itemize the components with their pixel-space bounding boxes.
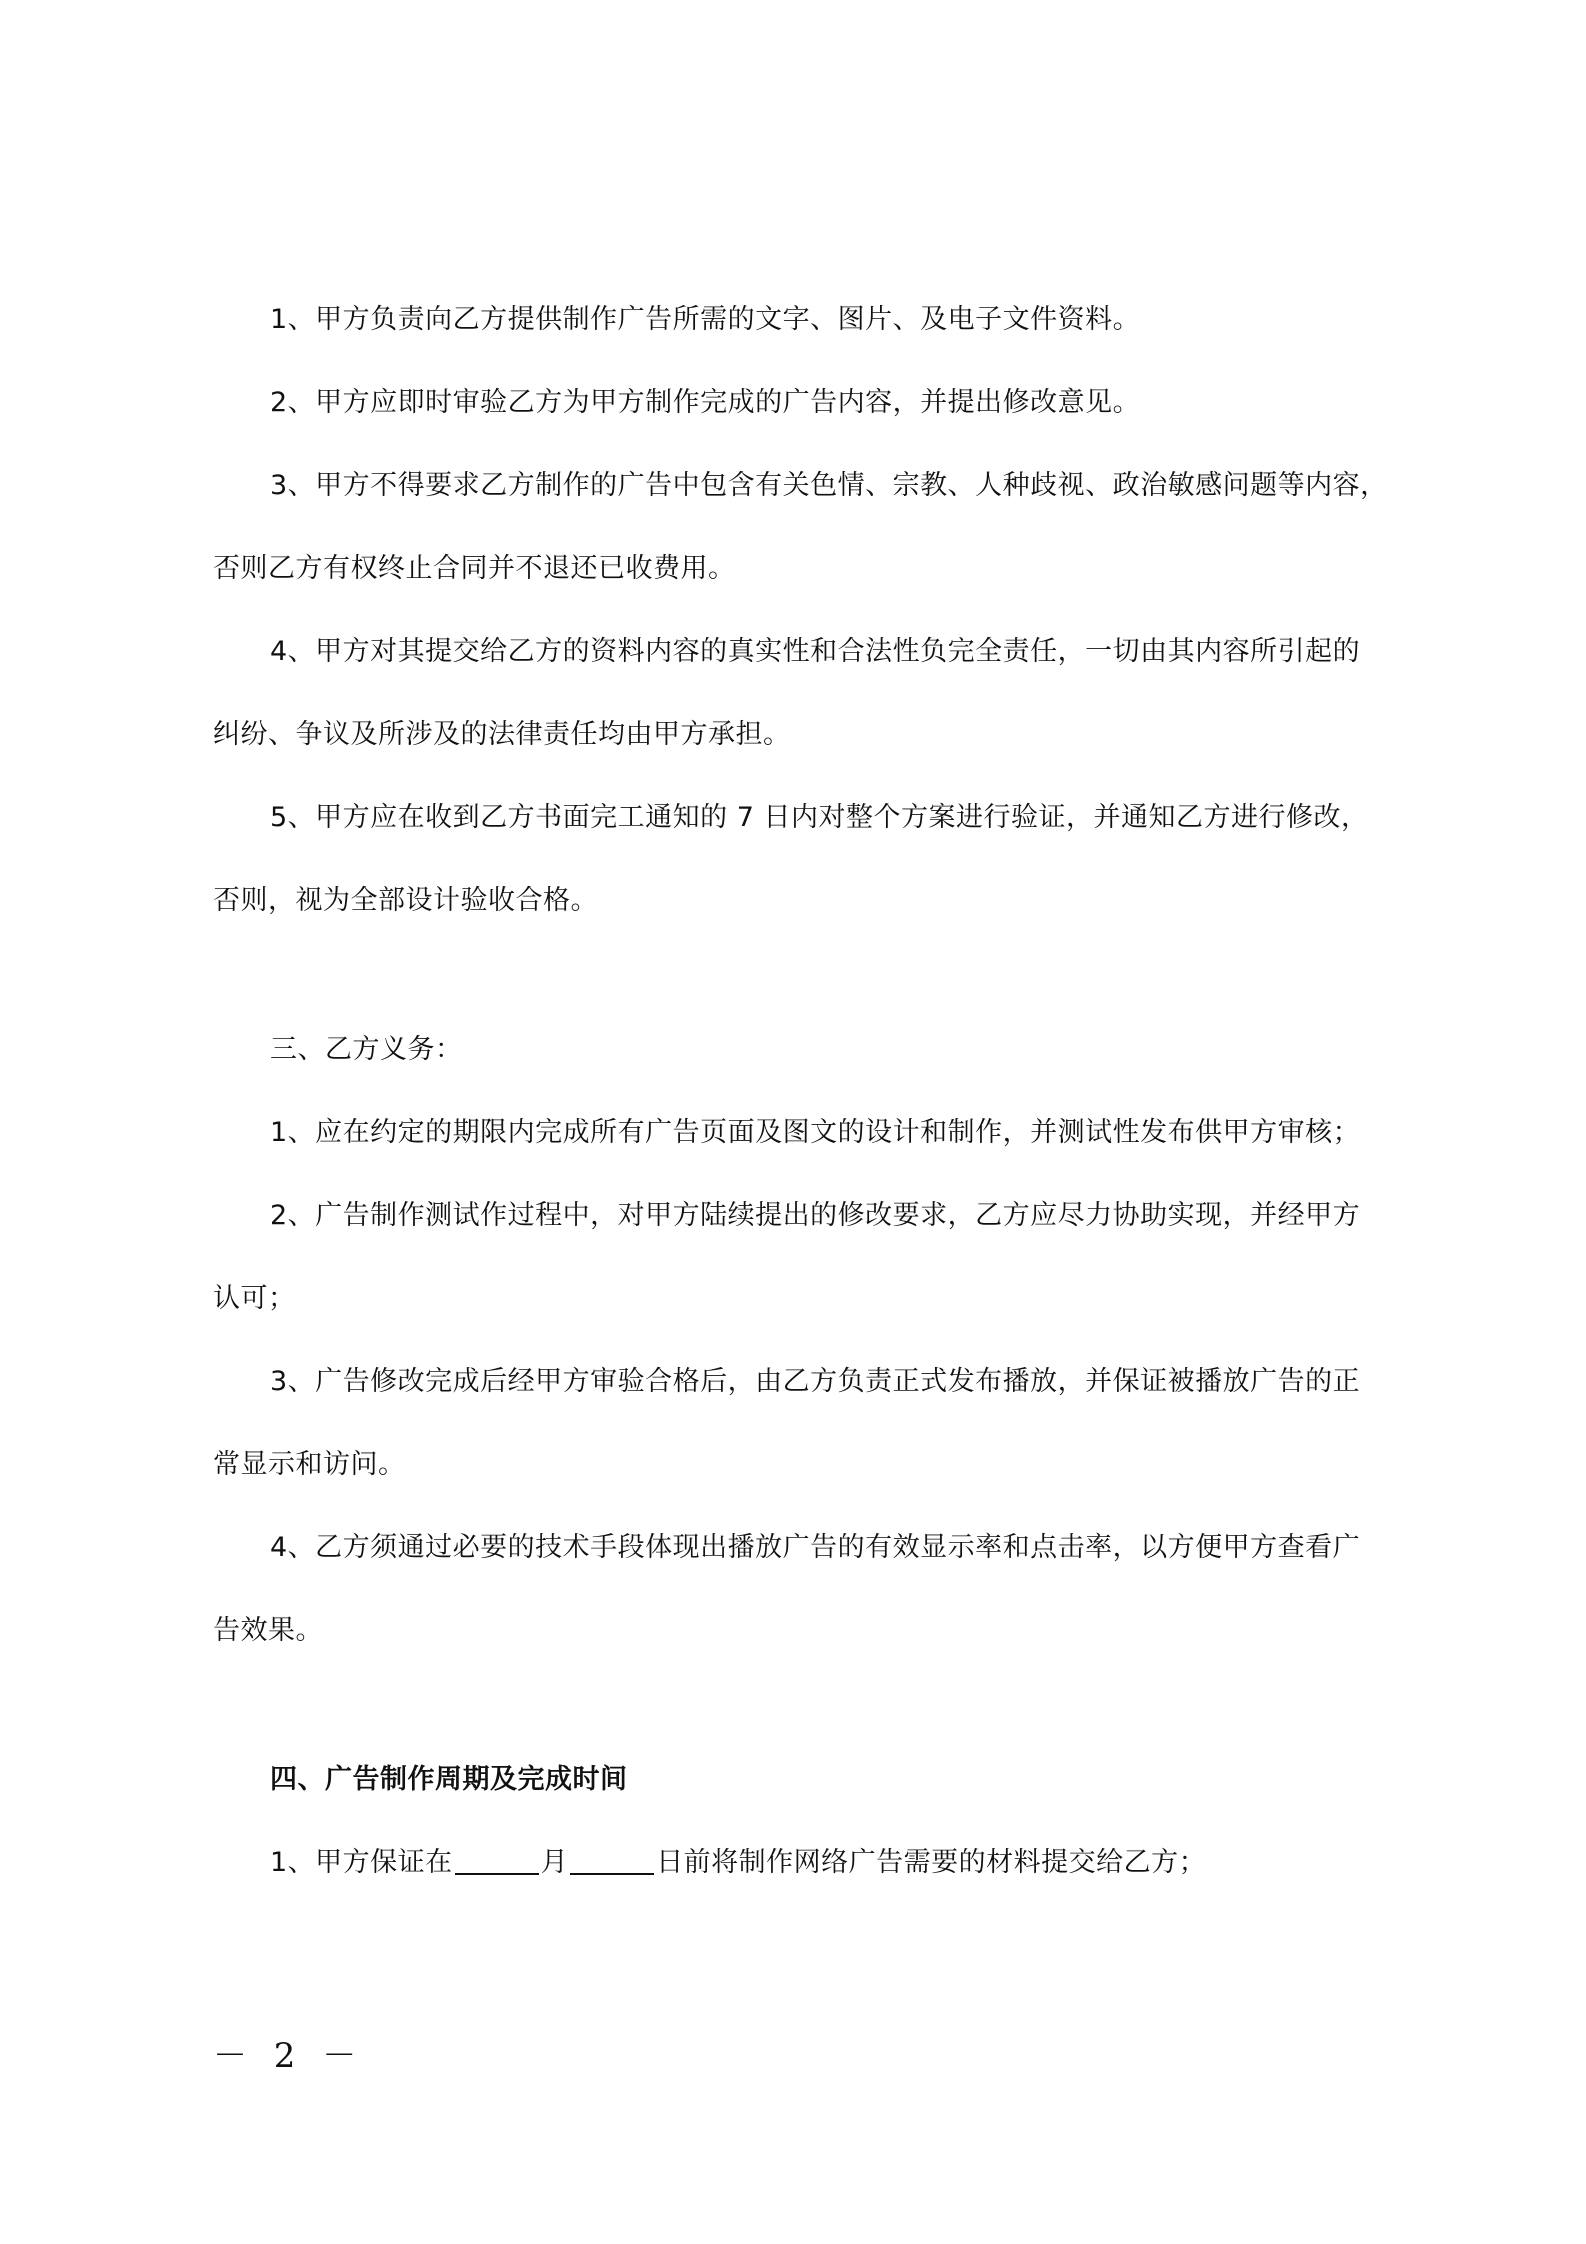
section-3-item-3-line-2: 常显示和访问。 — [213, 1449, 406, 1480]
section-3-item-2-line-1: 2、广告制作测试作过程中，对甲方陆续提出的修改要求，乙方应尽力协助实现，并经甲方 — [270, 1200, 1361, 1231]
section-3-item-4-line-1: 4、乙方须通过必要的技术手段体现出播放广告的有效显示率和点击率，以方便甲方查看广 — [270, 1532, 1361, 1563]
section-4-heading: 四、广告制作周期及完成时间 — [270, 1764, 628, 1795]
paragraph-5-line-1: 5、甲方应在收到乙方书面完工通知的 7 日内对整个方案进行验证，并通知乙方进行修改， — [270, 802, 1369, 833]
section-3-item-2-line-2: 认可； — [213, 1283, 296, 1314]
section-3-heading: 三、乙方义务： — [270, 1034, 463, 1065]
section-4-item-1-suffix: 日前将制作网络广告需要的材料提交给乙方； — [656, 1847, 1207, 1878]
paragraph-4-line-2: 纠纷、争议及所涉及的法律责任均由甲方承担。 — [213, 719, 791, 750]
section-3-item-1: 1、应在约定的期限内完成所有广告页面及图文的设计和制作，并测试性发布供甲方审核； — [270, 1117, 1361, 1148]
paragraph-3-line-1: 3、甲方不得要求乙方制作的广告中包含有关色情、宗教、人种歧视、政治敏感问题等内容， — [270, 470, 1388, 501]
day-blank — [570, 1843, 654, 1875]
section-4-item-1-prefix: 1、甲方保证在 — [270, 1847, 453, 1878]
paragraph-5-line-2: 否则，视为全部设计验收合格。 — [213, 885, 598, 916]
section-4-item-1 — [270, 1843, 1393, 1883]
paragraph-3-line-2: 否则乙方有权终止合同并不退还已收费用。 — [213, 553, 736, 584]
page-number: － 2 － — [213, 2036, 365, 2076]
section-3-item-4-line-2: 告效果。 — [213, 1615, 323, 1646]
section-4-item-1-month: 月 — [540, 1847, 569, 1878]
month-blank — [455, 1843, 539, 1875]
paragraph-4-line-1: 4、甲方对其提交给乙方的资料内容的真实性和合法性负完全责任，一切由其内容所引起的 — [270, 636, 1361, 667]
section-3-item-3-line-1: 3、广告修改完成后经甲方审验合格后，由乙方负责正式发布播放，并保证被播放广告的正 — [270, 1366, 1361, 1397]
paragraph-1: 1、甲方负责向乙方提供制作广告所需的文字、图片、及电子文件资料。 — [270, 304, 1141, 335]
paragraph-2: 2、甲方应即时审验乙方为甲方制作完成的广告内容，并提出修改意见。 — [270, 387, 1141, 418]
